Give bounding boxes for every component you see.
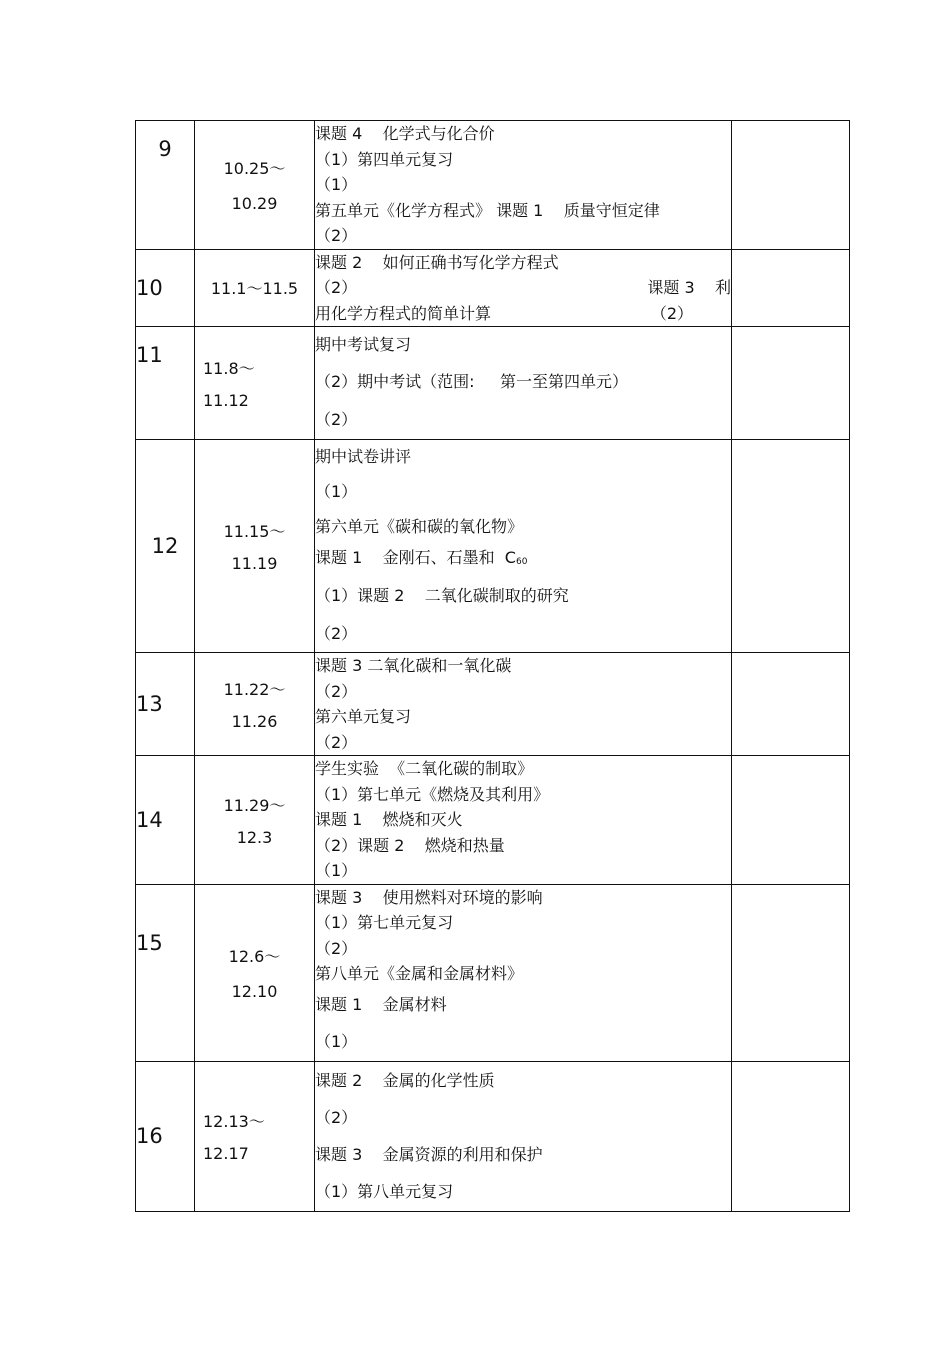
date-range: 11.8～ 11.12 [195, 327, 315, 440]
date-range: 11.1～11.5 [195, 249, 315, 327]
table-row [136, 327, 850, 440]
table-row [136, 121, 850, 250]
table-row [136, 653, 850, 756]
notes-cell [732, 1061, 850, 1211]
lesson-content: 课题 2 金属的化学性质 （2） 课题 3 金属资源的利用和保护 （1）第八单元复习 [315, 1061, 732, 1211]
week-number: 14 [136, 756, 195, 885]
week-number: 13 [136, 653, 195, 756]
week-number: 10 [136, 249, 195, 327]
date-range: 10.25～ 10.29 [195, 121, 315, 250]
lesson-content: 课题 4 化学式与化合价 （1）第四单元复习 （1） 第五单元《化学方程式》 课题 1 质量守恒定律 （2） [315, 121, 732, 250]
notes-cell [732, 653, 850, 756]
week-number: 12 [136, 440, 195, 653]
week-number: 11 [136, 327, 195, 440]
notes-cell [732, 327, 850, 440]
notes-cell [732, 884, 850, 1061]
notes-cell [732, 121, 850, 250]
table-row [136, 1061, 850, 1211]
table-row [136, 249, 850, 327]
notes-cell [732, 440, 850, 653]
lesson-content: 期中试卷讲评 （1） 第六单元《碳和碳的氧化物》 课题 1 金刚石、石墨和 C60 （1）课题 2 二氧化碳制取的研究 （2） [315, 440, 732, 653]
lesson-content: 期中考试复习 （2）期中考试（范围: 第一至第四单元） （2） [315, 327, 732, 440]
lesson-content: 学生实验 《二氧化碳的制取》 （1）第七单元《燃烧及其利用》 课题 1 燃烧和灭火 （2）课题 2 燃烧和热量 （1） [315, 756, 732, 885]
schedule-table [135, 120, 850, 1212]
date-range: 12.6～ 12.10 [195, 884, 315, 1061]
table-row [136, 440, 850, 653]
date-range: 11.15～ 11.19 [195, 440, 315, 653]
date-range: 11.22～ 11.26 [195, 653, 315, 756]
week-number: 15 [136, 884, 195, 1061]
lesson-content: 课题 3 使用燃料对环境的影响 （1）第七单元复习 （2） 第八单元《金属和金属材料》 课题 1 金属材料 （1） [315, 884, 732, 1061]
date-range: 11.29～ 12.3 [195, 756, 315, 885]
lesson-content: 课题 2 如何正确书写化学方程式 （2） 课题 3 利 用化学方程式的简单计算 （2） [315, 249, 732, 327]
week-number: 16 [136, 1061, 195, 1211]
table-row [136, 756, 850, 885]
table-row [136, 884, 850, 1061]
lesson-content: 课题 3 二氧化碳和一氧化碳 （2） 第六单元复习 （2） [315, 653, 732, 756]
date-range: 12.13～ 12.17 [195, 1061, 315, 1211]
notes-cell [732, 249, 850, 327]
notes-cell [732, 756, 850, 885]
week-number: 9 [136, 121, 195, 250]
subscript: 60 [515, 557, 528, 567]
